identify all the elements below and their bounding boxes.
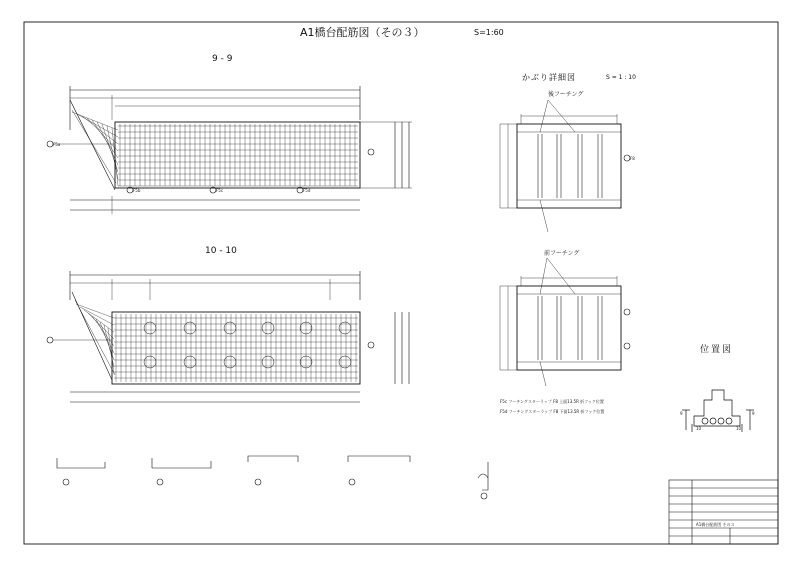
drawing-title: A1橋台配筋図（その３） xyxy=(300,26,425,39)
front-footing-label: 前フーチング xyxy=(544,250,580,257)
pile-circle xyxy=(224,356,236,368)
pile-circle xyxy=(262,322,274,334)
rebar-line xyxy=(76,304,114,318)
rebar-line xyxy=(82,116,118,144)
cover-detail-title: かぶり詳細図 xyxy=(522,73,576,82)
rebar-line xyxy=(104,325,114,367)
section-10-label: 10 - 10 xyxy=(205,246,237,256)
section-9-9-drawing xyxy=(47,86,412,214)
section-9-label: 9 - 9 xyxy=(212,54,233,64)
rebar-mark: F8 xyxy=(630,156,635,161)
cover-detail-scale: S = 1 : 10 xyxy=(606,74,636,81)
bar-shape-2 xyxy=(152,458,211,485)
rear-footing-detail xyxy=(500,100,630,232)
rebar-mark: F5b xyxy=(133,188,141,193)
title-block xyxy=(669,480,778,544)
cover-note-2: F5d フーチングスターラップ F8 下面13.5R 折フック位置 xyxy=(500,409,605,414)
rebar-mark: F5d xyxy=(303,188,311,193)
bar-shape-3 xyxy=(248,456,298,485)
pile-circle xyxy=(144,322,156,334)
bar-shape-1 xyxy=(57,458,105,485)
pile-circle xyxy=(184,356,196,368)
bar-shape-4 xyxy=(348,456,410,485)
bar-shape-5 xyxy=(478,462,488,499)
rear-footing-label: 後フーチング xyxy=(548,91,584,98)
rebar-mark: F5a xyxy=(53,142,61,147)
location-map-drawing xyxy=(682,390,754,432)
rebar-mark: F5c xyxy=(216,188,224,193)
loc-label-9-right: 9 xyxy=(752,411,755,416)
pile-circle xyxy=(184,322,196,334)
drawing-scale: S=1:60 xyxy=(474,28,504,37)
rebar-line xyxy=(92,316,114,346)
loc-label-9-left: 9 xyxy=(680,411,683,416)
pile-circle xyxy=(262,356,274,368)
cover-note-1: F5c フーチングスターラップ F8 上面13.5R 折フック位置 xyxy=(500,399,604,404)
location-map-title: 位置図 xyxy=(700,345,734,355)
pile-circle xyxy=(224,322,236,334)
pile-circle xyxy=(339,322,351,334)
section-10-10-drawing xyxy=(47,271,409,402)
pile-circle xyxy=(144,356,156,368)
title-block-drawing-name: A1橋台配筋図 その３ xyxy=(696,522,735,527)
loc-label-10-right: 10 xyxy=(736,426,742,431)
rebar-line xyxy=(102,124,118,172)
front-footing-detail xyxy=(500,258,630,386)
rebar-line xyxy=(72,112,118,130)
pile-circle xyxy=(339,356,351,368)
loc-label-10-left: 10 xyxy=(696,426,702,431)
